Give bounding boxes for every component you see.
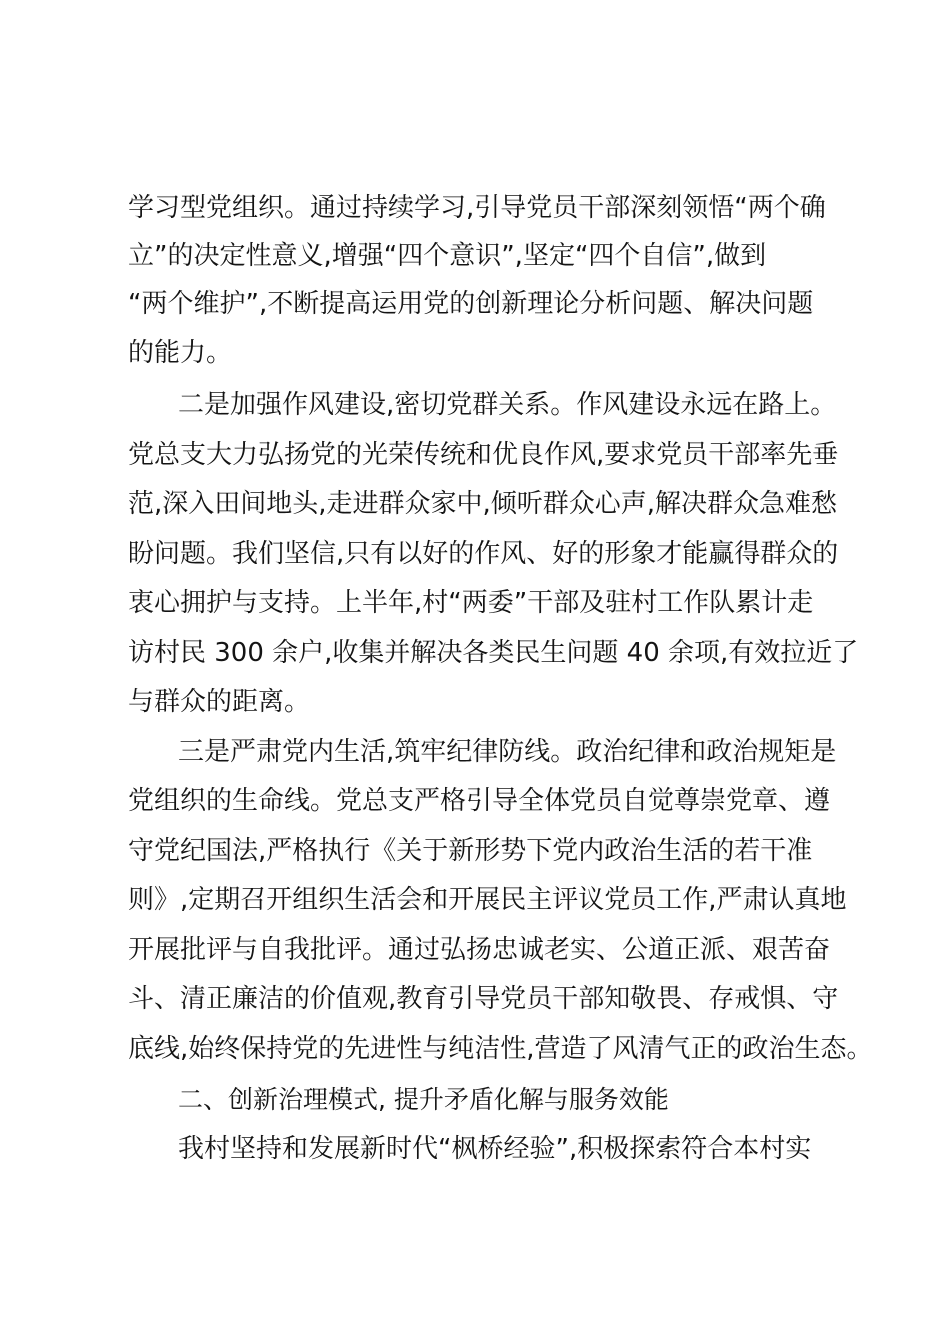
text-line: 守党纪国法,严格执行《关于新形势下党内政治生活的若干准 <box>128 836 813 866</box>
text-line: 底线,始终保持党的先进性与纯洁性,营造了风清气正的政治生态。 <box>128 1034 873 1064</box>
text-line: 开展批评与自我批评。通过弘扬忠诚老实、公道正派、艰苦奋 <box>128 935 831 965</box>
paragraph-first-line: 二是加强作风建设,密切党群关系。作风建设永远在路上。 <box>178 390 837 420</box>
text-line: 立”的决定性意义,增强“四个意识”,坚定“四个自信”,做到 <box>128 241 767 271</box>
text-line: 学习型党组织。通过持续学习,引导党员干部深刻领悟“两个确 <box>128 193 826 223</box>
text-line: 党总支大力弘扬党的光荣传统和优良作风,要求党员干部率先垂 <box>128 440 839 470</box>
text-line: 范,深入田间地头,走进群众家中,倾听群众心声,解决群众急难愁 <box>128 489 838 519</box>
text-line: 衷心拥护与支持。上半年,村“两委”干部及驻村工作队累计走 <box>128 588 814 618</box>
text-line: 的能力。 <box>128 338 233 368</box>
text-line: 党组织的生命线。党总支严格引导全体党员自觉尊崇党章、遵 <box>128 786 831 816</box>
text-line: “两个维护”,不断提高运用党的创新理论分析问题、解决问题 <box>128 289 814 319</box>
section-heading: 二、创新治理模式, 提升矛盾化解与服务效能 <box>178 1085 669 1114</box>
text-line: 斗、清正廉洁的价值观,教育引导党员干部知敬畏、存戒惧、守 <box>128 984 839 1014</box>
text-line: 则》,定期召开组织生活会和开展民主评议党员工作,严肃认真地 <box>128 885 847 915</box>
text-line: 盼问题。我们坚信,只有以好的作风、好的形象才能赢得群众的 <box>128 539 839 569</box>
text-line: 与群众的距离。 <box>128 687 311 717</box>
text-line: 访村民 300 余户,收集并解决各类民生问题 40 余项,有效拉近了 <box>128 638 859 668</box>
paragraph-first-line: 三是严肃党内生活,筑牢纪律防线。政治纪律和政治规矩是 <box>178 737 837 767</box>
paragraph-first-line: 我村坚持和发展新时代“枫桥经验”,积极探索符合本村实 <box>178 1134 812 1164</box>
